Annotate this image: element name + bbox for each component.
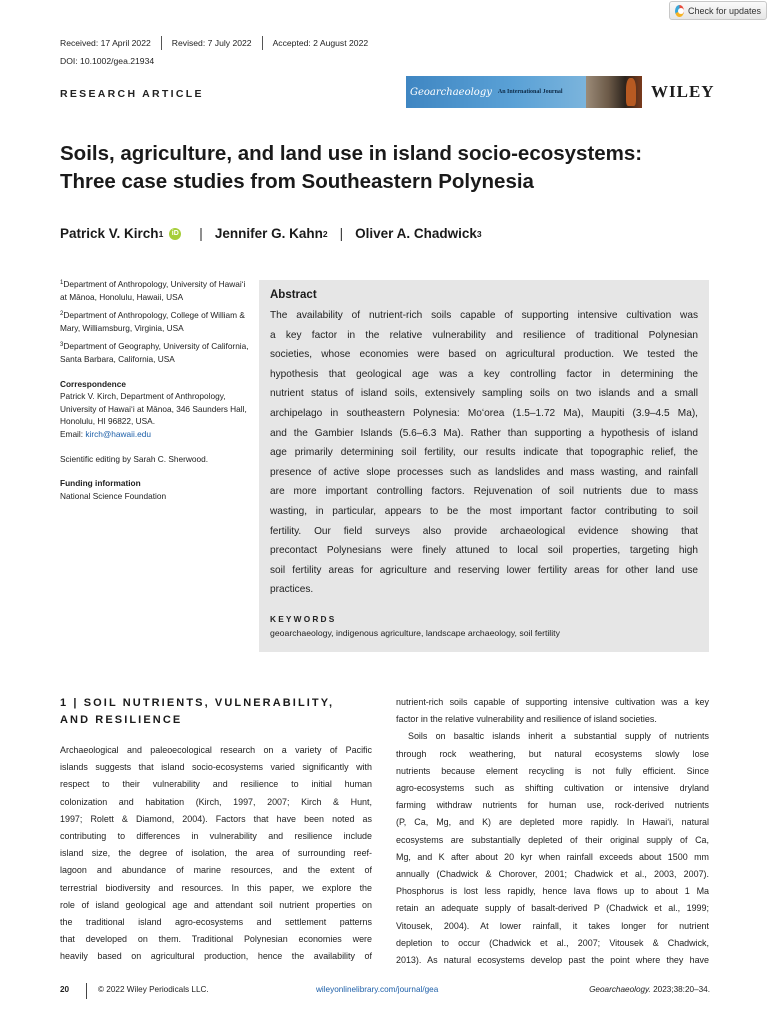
- email-label: Email:: [60, 428, 86, 439]
- author-name[interactable]: Oliver A. Chadwick: [355, 226, 477, 241]
- body-line: Archaeological and paleoecological research on a variety of Pacific: [60, 745, 372, 755]
- body-line: contributing to differences in vulnerability and resilience include: [60, 831, 372, 842]
- author-separator: |: [339, 226, 344, 241]
- affiliation-text: Department of Geography, University of California, Santa Barbara, California, USA: [60, 341, 249, 364]
- citation-journal: Geoarchaeology.: [589, 985, 651, 994]
- body-line: colonization and habitation (Kirch, 1997, 2007; Kirch & Hunt,: [60, 796, 372, 807]
- crossmark-icon: [675, 5, 684, 17]
- body-line: depletion to occur (Chadwick et al., 2007; Vitousek & Chadwick,: [396, 937, 709, 948]
- journal-banner-image: [586, 76, 642, 108]
- abstract-line: nutrient status of island soils, extensively sampling soils on two islands and a small: [270, 388, 698, 400]
- body-line: factor in the relative vulnerability and resilience of island societies.: [396, 714, 657, 725]
- affiliation-number: 1: [60, 280, 64, 286]
- author-separator: |: [199, 226, 203, 241]
- email-link[interactable]: kirch@hawaii.edu: [85, 428, 151, 439]
- body-line: 1997; Rolett & Diamond, 2004). Factors that have been noted as: [60, 813, 372, 824]
- check-for-updates-button[interactable]: [669, 1, 767, 20]
- journal-banner-text: [406, 76, 586, 108]
- body-line: 2013). As natural ecosystems develop past the point where they have: [396, 955, 709, 966]
- journal-subtitle: An International Journal: [497, 89, 563, 95]
- body-line: nutrient-rich soils capable of supporting intensive cultivation was a key: [396, 697, 709, 707]
- body-line: the traditional island agro-ecosystems and settlement patterns: [60, 917, 372, 928]
- affiliation: [60, 277, 250, 303]
- body-line: ecosystems are substantially depleted of their original supply of Ca,: [396, 834, 709, 845]
- body-line: respect to their vulnerability and resilience to initial human: [60, 779, 372, 790]
- author-list: [60, 226, 482, 241]
- correspondence-heading: Correspondence: [60, 378, 126, 389]
- footer-divider: [86, 983, 87, 999]
- keywords-list: geoarchaeology, indigenous agriculture, landscape archaeology, soil fertility: [270, 627, 560, 638]
- section-heading-line-1: 1 | SOIL NUTRIENTS, VULNERABILITY,: [60, 697, 335, 709]
- page-number: 20: [60, 985, 70, 994]
- abstract-line: soil fertility areas for agriculture and reserving lower fertility areas for other land use: [270, 564, 698, 576]
- abstract-line: archipelago in southeastern Polynesia: Moʻorea (1.5–1.72 Ma), Maupiti (3.9–4.5 Ma),: [270, 407, 698, 419]
- funding-text: National Science Foundation: [60, 490, 167, 501]
- body-line: through rock weathering, but natural ecosystems slowly lose: [396, 748, 709, 759]
- abstract-line: presence of active slope processes such as landslides and mass wasting, and rainfall: [270, 466, 698, 478]
- funding-heading: Funding information: [60, 478, 141, 489]
- editing-note: Scientific editing by Sarah C. Sherwood.: [60, 453, 209, 464]
- affiliation-number: 2: [60, 311, 64, 318]
- abstract-line: and the Gambier Islands (5.6–6.3 Ma). Rather than supporting a hypothesis of island: [270, 427, 698, 439]
- abstract-heading: Abstract: [270, 289, 317, 301]
- orcid-icon[interactable]: iD: [169, 228, 181, 240]
- journal-url-link[interactable]: wileyonlinelibrary.com/journal/gea: [316, 985, 439, 994]
- check-for-updates-label: Check for updates: [687, 5, 761, 16]
- title-line-1: Soils, agriculture, and land use in island socio-ecosystems:: [60, 142, 643, 165]
- body-line: that developed on them. Traditional Polynesian economies were: [60, 934, 372, 945]
- received-date: Received: 17 April 2022: [60, 38, 151, 48]
- body-line: farming withdraw nutrients for human use, rock-derived nutrients: [396, 800, 709, 811]
- body-line: heavily based on agricultural production, hence the availability of: [60, 951, 372, 962]
- abstract-line: a key factor in the relative vulnerability and resilience of traditional Polynesian: [270, 329, 698, 341]
- abstract-line: fertility. Our field surveys also provide archaeological evidence showing that: [270, 525, 698, 537]
- abstract-line: hypothesis that geological age was a key controlling factor in determining the: [270, 368, 698, 380]
- author-affil-sup: 2: [322, 228, 328, 239]
- article-type: RESEARCH ARTICLE: [60, 88, 204, 100]
- author-name[interactable]: Jennifer G. Kahn: [214, 226, 323, 241]
- body-line: Soils on basaltic islands inherit a substantial supply of nutrients: [408, 731, 709, 742]
- abstract-line: practices.: [270, 584, 314, 596]
- accepted-date: Accepted: 2 August 2022: [262, 36, 379, 50]
- body-column-right: [396, 694, 709, 969]
- body-line: island size, the degree of isolation, the area of surrounding reef-: [60, 848, 372, 859]
- affiliation: [60, 339, 250, 365]
- body-line: role of island geological age and attendant soil nutrient properties on: [60, 899, 372, 910]
- body-line: islands suggests that island socio-ecosystems varied significantly with: [60, 762, 372, 773]
- article-title: [60, 140, 700, 196]
- body-line: Vitousek, 2004). At lower rainfall, it takes longer for nutrient: [396, 920, 709, 931]
- copyright: © 2022 Wiley Periodicals LLC.: [98, 985, 209, 994]
- publisher-logo[interactable]: WILEY: [651, 82, 715, 101]
- abstract-box: [259, 280, 709, 652]
- abstract-text: [270, 306, 698, 600]
- journal-name: Geoarchaeology: [410, 86, 492, 98]
- abstract-line: precontact Polynesians were finely attuned to local soil properties, targeting high: [270, 545, 698, 557]
- author-affil-sup: 3: [476, 228, 482, 239]
- abstract-line: are more important controlling factors. Rejuvenation of soil nutrients due to mass: [270, 486, 698, 498]
- body-line: retain an adequate supply of basalt-derived P (Chadwick et al., 1999;: [396, 903, 709, 914]
- body-line: annually (Chadwick & Chorover, 2001; Chadwick et al., 2003, 2007).: [396, 869, 709, 880]
- correspondence-text: Patrick V. Kirch, Department of Anthropology, University of Hawaiʻi at Mānoa, 346 Saunders Hall, Honolulu, HI 96822, USA.: [60, 391, 247, 427]
- title-line-2: Three case studies from Southeastern Polynesia: [60, 170, 534, 193]
- article-dates: [60, 36, 378, 50]
- journal-banner[interactable]: [406, 76, 642, 108]
- affiliation: [60, 308, 250, 334]
- abstract-line: societies, whose economies were based on agricultural production. We tested the: [270, 349, 698, 361]
- citation-volume: 2023;38:20–34.: [650, 985, 710, 994]
- revised-date: Revised: 7 July 2022: [161, 36, 262, 50]
- affiliation-number: 3: [60, 342, 64, 349]
- doi: DOI: 10.1002/gea.21934: [60, 56, 155, 66]
- keywords-heading: KEYWORDS: [270, 613, 337, 624]
- author-affil-sup: 1: [158, 228, 164, 239]
- citation: [589, 985, 710, 994]
- affiliation-text: Department of Anthropology, College of William & Mary, Williamsburg, Virginia, USA: [60, 310, 245, 333]
- body-line: nutrients because element recycling is not fully efficient. Since: [396, 765, 709, 776]
- body-line: (P, Ca, Mg, and K) are depleted more rapidly. In Hawaiʻi, natural: [396, 817, 709, 828]
- abstract-line: The availability of nutrient-rich soils capable of supporting intensive cultivation was: [270, 310, 698, 321]
- author-name[interactable]: Patrick V. Kirch: [60, 226, 159, 241]
- abstract-line: wasting, in particular, appears to be the most important factor contributing to soil: [270, 505, 698, 517]
- section-heading: [60, 695, 380, 729]
- body-line: Phosphorus is lost less rapidly, hence lava flows up to about 1 Ma: [396, 886, 709, 897]
- body-line: terrestrial biodiversity and resources. In this paper, we explore the: [60, 882, 372, 893]
- section-heading-line-2: AND RESILIENCE: [60, 714, 183, 726]
- body-line: lagoon and abundance of marine resources, and the extent of: [60, 865, 372, 876]
- body-line: Mg, and K after about 20 kyr when rainfall exceeds about 1500 mm: [396, 851, 709, 862]
- affiliation-text: Department of Anthropology, University of Hawaiʻi at Mānoa, Honolulu, Hawaii, USA: [60, 279, 246, 302]
- body-column-left: [60, 742, 372, 966]
- body-line: agro-ecosystems such as shifting cultivation or intensive dryland: [396, 783, 709, 794]
- abstract-line: age primarily determining soil fertility, our results indicate that topographic relief, the: [270, 447, 698, 459]
- correspondence-email: [60, 428, 250, 441]
- sidebar: [60, 277, 250, 502]
- page-footer: [60, 985, 710, 999]
